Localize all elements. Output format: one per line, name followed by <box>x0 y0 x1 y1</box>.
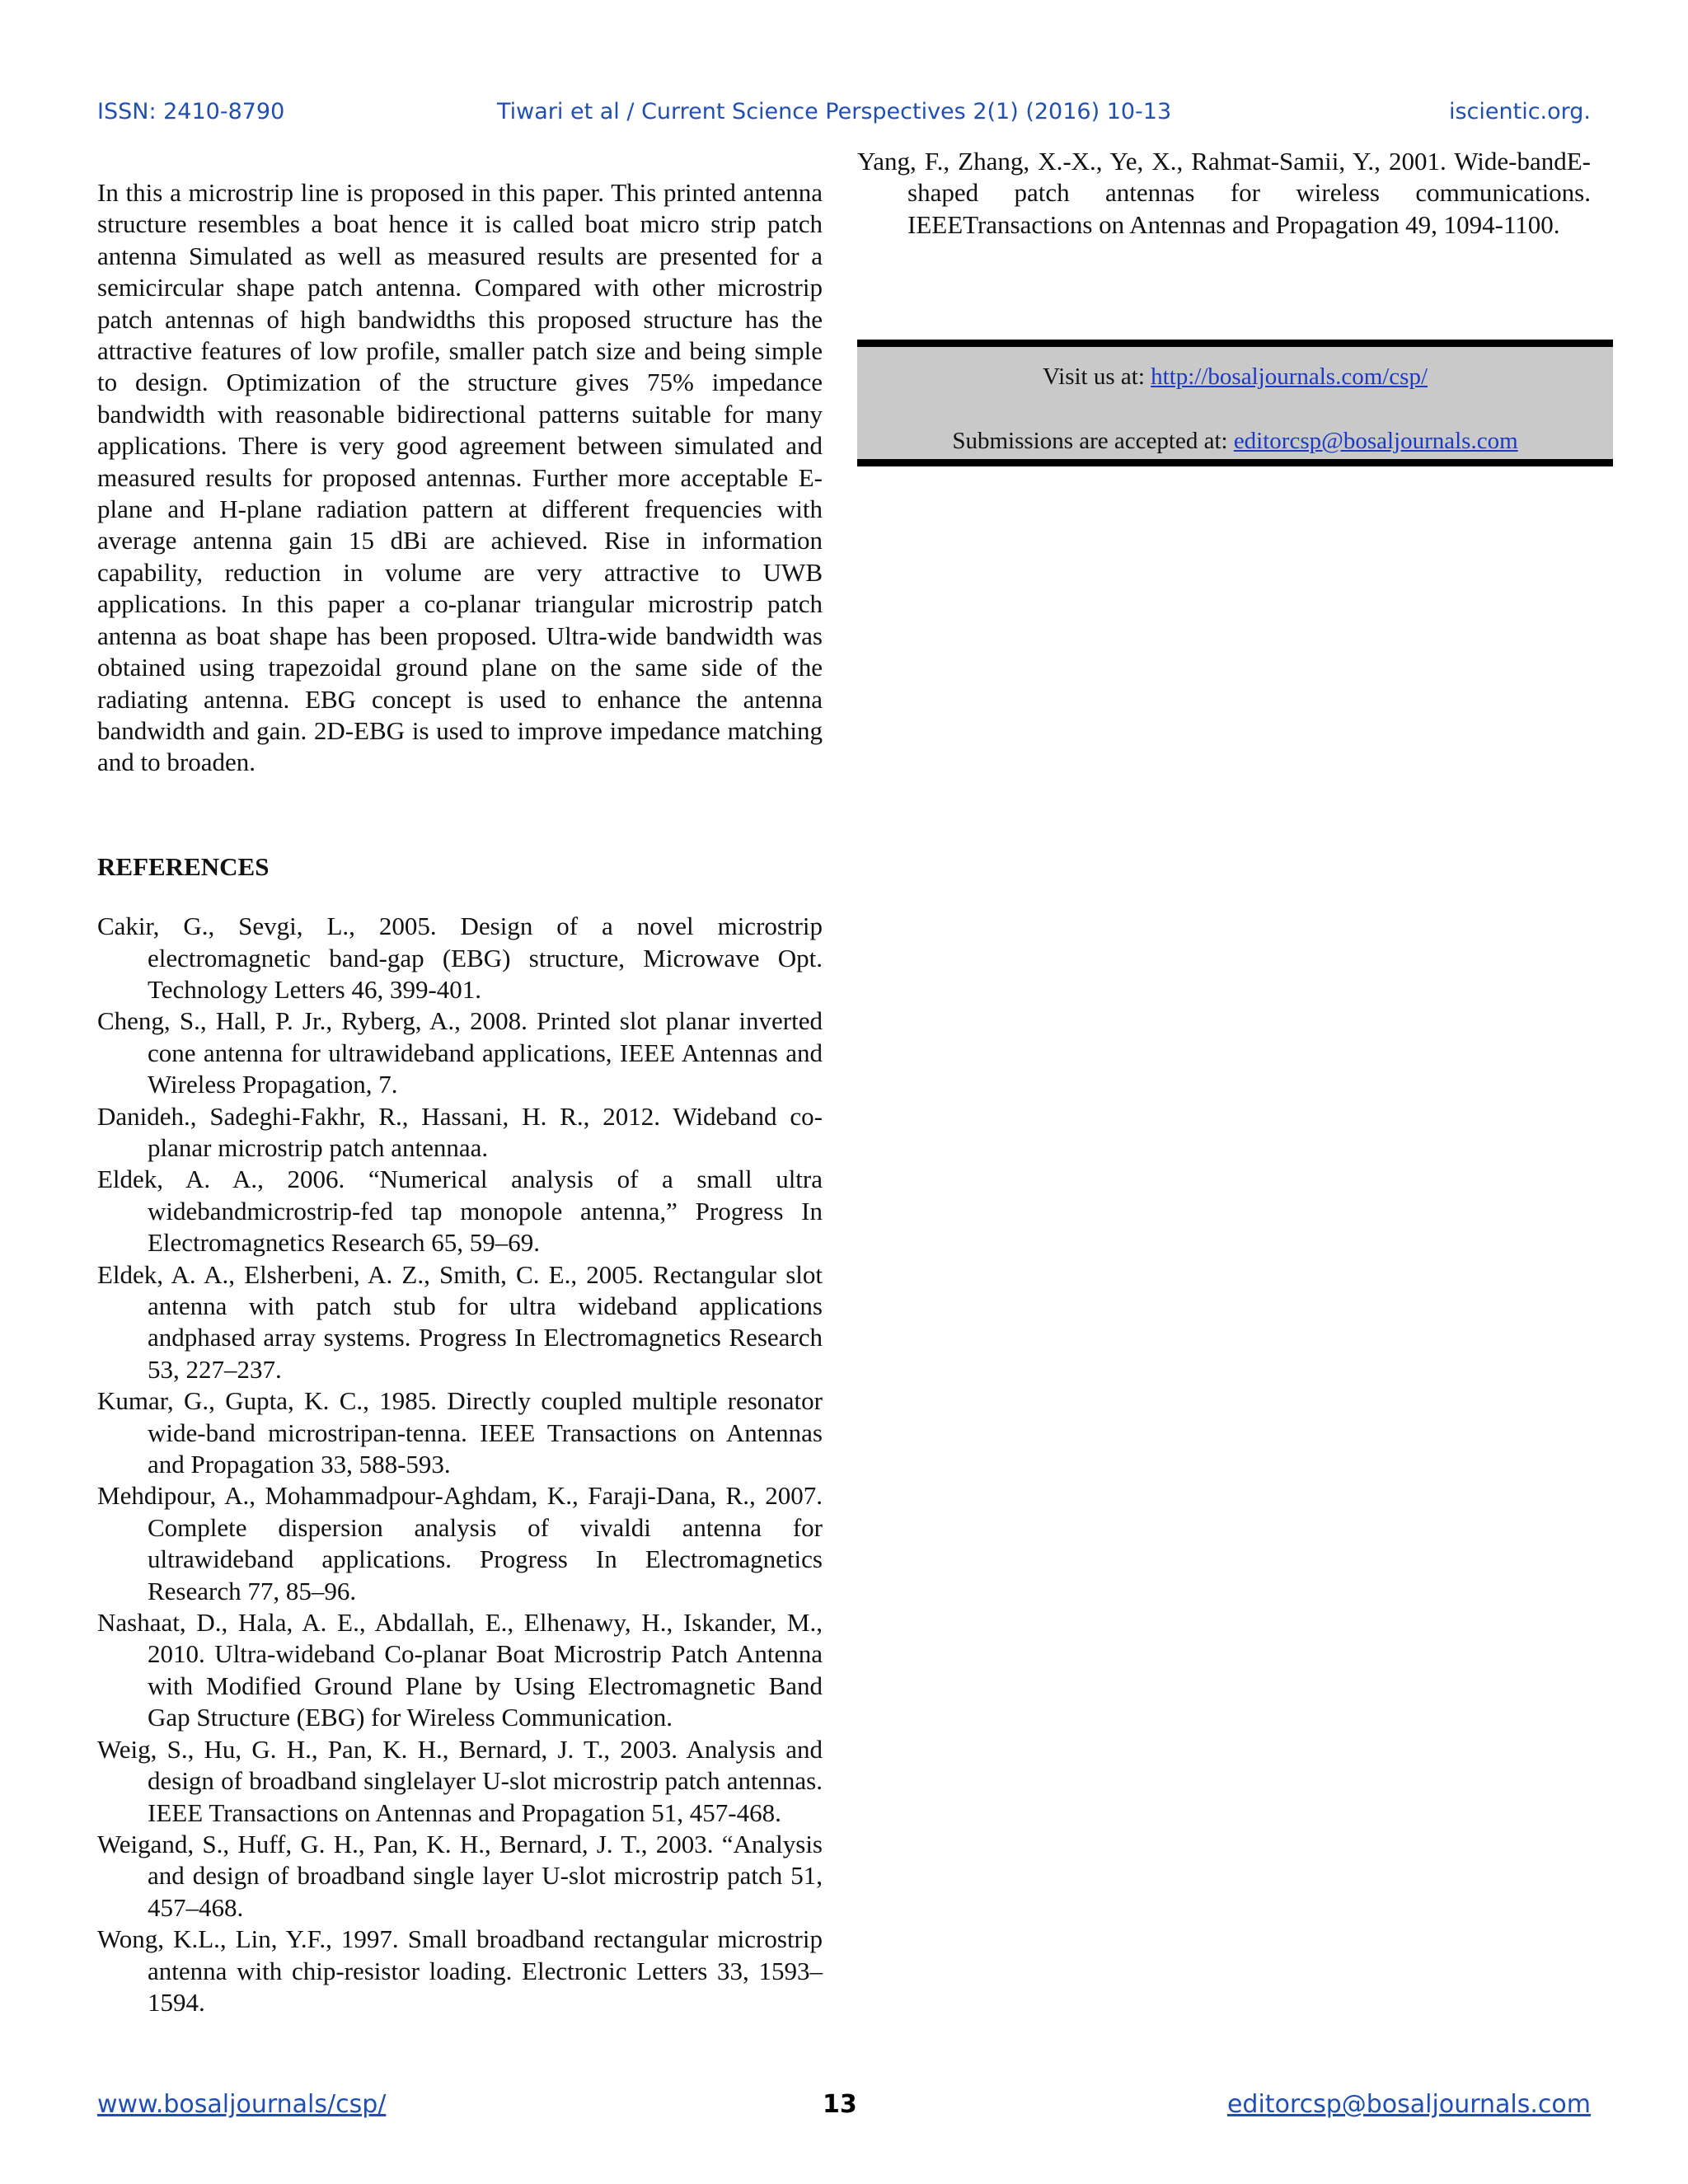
reference-item: Wong, K.L., Lin, Y.F., 1997. Small broadband rectangular microstrip antenna with chip-resistor loading. Electronic Letters 33, 1593–1594. <box>97 1924 823 2017</box>
site-label: iscientic.org. <box>1448 99 1591 124</box>
reference-item: Danideh., Sadeghi-Fakhr, R., Hassani, H. R., 2012. Wideband co-planar microstrip patch antennaa. <box>97 1101 823 1162</box>
reference-item: Yang, F., Zhang, X.-X., Ye, X., Rahmat-Samii, Y., 2001. Wide-bandE-shaped patch antennas for wireless communications. IEEETransactions on Antennas and Propagation 49, 1094-1100. <box>857 147 1591 239</box>
reference-item: Weigand, S., Huff, G. H., Pan, K. H., Bernard, J. T., 2003. “Analysis and design of broadband single layer U-slot microstrip patch 51, 457–468. <box>97 1829 823 1922</box>
journal-notice-box <box>857 340 1613 466</box>
footer-email-link[interactable]: editorcsp@bosaljournals.com <box>1226 2090 1591 2119</box>
journal-website-link[interactable]: http://bosaljournals.com/csp/ <box>1151 363 1428 390</box>
reference-item: Mehdipour, A., Mohammadpour-Aghdam, K., Faraji-Dana, R., 2007. Complete dispersion analysis of vivaldi antenna for ultrawideband applications. Progress In Electromagnetics Research 77, 85–96. <box>97 1481 823 1605</box>
page-header <box>97 99 1591 132</box>
right-column <box>857 146 1591 241</box>
reference-item: Kumar, G., Gupta, K. C., 1985. Directly coupled multiple resonator wide-band microstripan-tenna. IEEE Transactions on Antennas and Propagation 33, 588-593. <box>97 1386 823 1479</box>
reference-item: Eldek, A. A., Elsherbeni, A. Z., Smith, C. E., 2005. Rectangular slot antenna with patch stub for ultra wideband applications andphased array systems. Progress In Electromagnetics Research 53, 227–237. <box>97 1259 823 1384</box>
visit-line <box>857 363 1613 391</box>
reference-item: Eldek, A. A., 2006. “Numerical analysis of a small ultra widebandmicrostrip-fed tap monopole antenna,” Progress In Electromagnetics Research 65, 59–69. <box>97 1165 823 1258</box>
page-number: 13 <box>823 2090 857 2119</box>
issn-label: ISSN: 2410-8790 <box>97 99 285 124</box>
submission-line <box>857 428 1613 455</box>
submission-email-link[interactable]: editorcsp@bosaljournals.com <box>1233 428 1518 454</box>
references-heading: REFERENCES <box>97 851 270 881</box>
reference-item: Nashaat, D., Hala, A. E., Abdallah, E., Elhenawy, H., Iskander, M., 2010. Ultra-wideband Co-planar Boat Microstrip Patch Antenna with Modified Ground Plane by Using Electromagnetic Band Gap Structure (EBG) for Wireless Communication. <box>97 1608 823 1732</box>
visit-label: Visit us at: <box>1042 363 1151 390</box>
reference-item: Weig, S., Hu, G. H., Pan, K. H., Bernard, J. T., 2003. Analysis and design of broadband singlelayer U-slot microstrip patch antennas. IEEE Transactions on Antennas and Propagation 51, 457-468. <box>97 1734 823 1827</box>
left-column <box>97 177 823 2018</box>
journal-citation: Tiwari et al / Current Science Perspectives 2(1) (2016) 10-13 <box>497 99 1172 124</box>
reference-item: Cakir, G., Sevgi, L., 2005. Design of a novel microstrip electromagnetic band-gap (EBG) structure, Microwave Opt. Technology Letters 46, 399-401. <box>97 912 823 1004</box>
conclusion-paragraph: In this a microstrip line is proposed in this paper. This printed antenna structure resembles a boat hence it is called boat micro strip patch antenna Simulated as well as measured results are presented for a semicircular shape patch antenna. Compared with other microstrip patch antennas of high bandwidths this proposed structure has the attractive features of low profile, smaller patch size and being simple to design. Optimization of the structure gives 75% impedance bandwidth with reasonable bidirectional patterns suitable for many applications. There is very good agreement between simulated and measured results for proposed antennas. Further more acceptable E-plane and H-plane radiation pattern at different frequencies with average antenna gain 15 dBi are achieved. Rise in information capability, reduction in volume are very attractive to UWB applications. In this paper a co-planar triangular microstrip patch antenna as boat shape has been proposed. Ultra-wide bandwidth was obtained using trapezoidal ground plane on the same side of the radiating antenna. EBG concept is used to enhance the antenna bandwidth and gain. 2D-EBG is used to improve impedance matching and to broaden. <box>97 178 823 777</box>
page-footer <box>97 2090 1591 2123</box>
reference-item: Cheng, S., Hall, P. Jr., Ryberg, A., 2008. Printed slot planar inverted cone antenna for ultrawideband applications, IEEE Antennas and Wireless Propagation, 7. <box>97 1006 823 1099</box>
footer-website-link[interactable]: www.bosaljournals/csp/ <box>97 2090 387 2119</box>
submission-label: Submissions are accepted at: <box>952 428 1234 454</box>
